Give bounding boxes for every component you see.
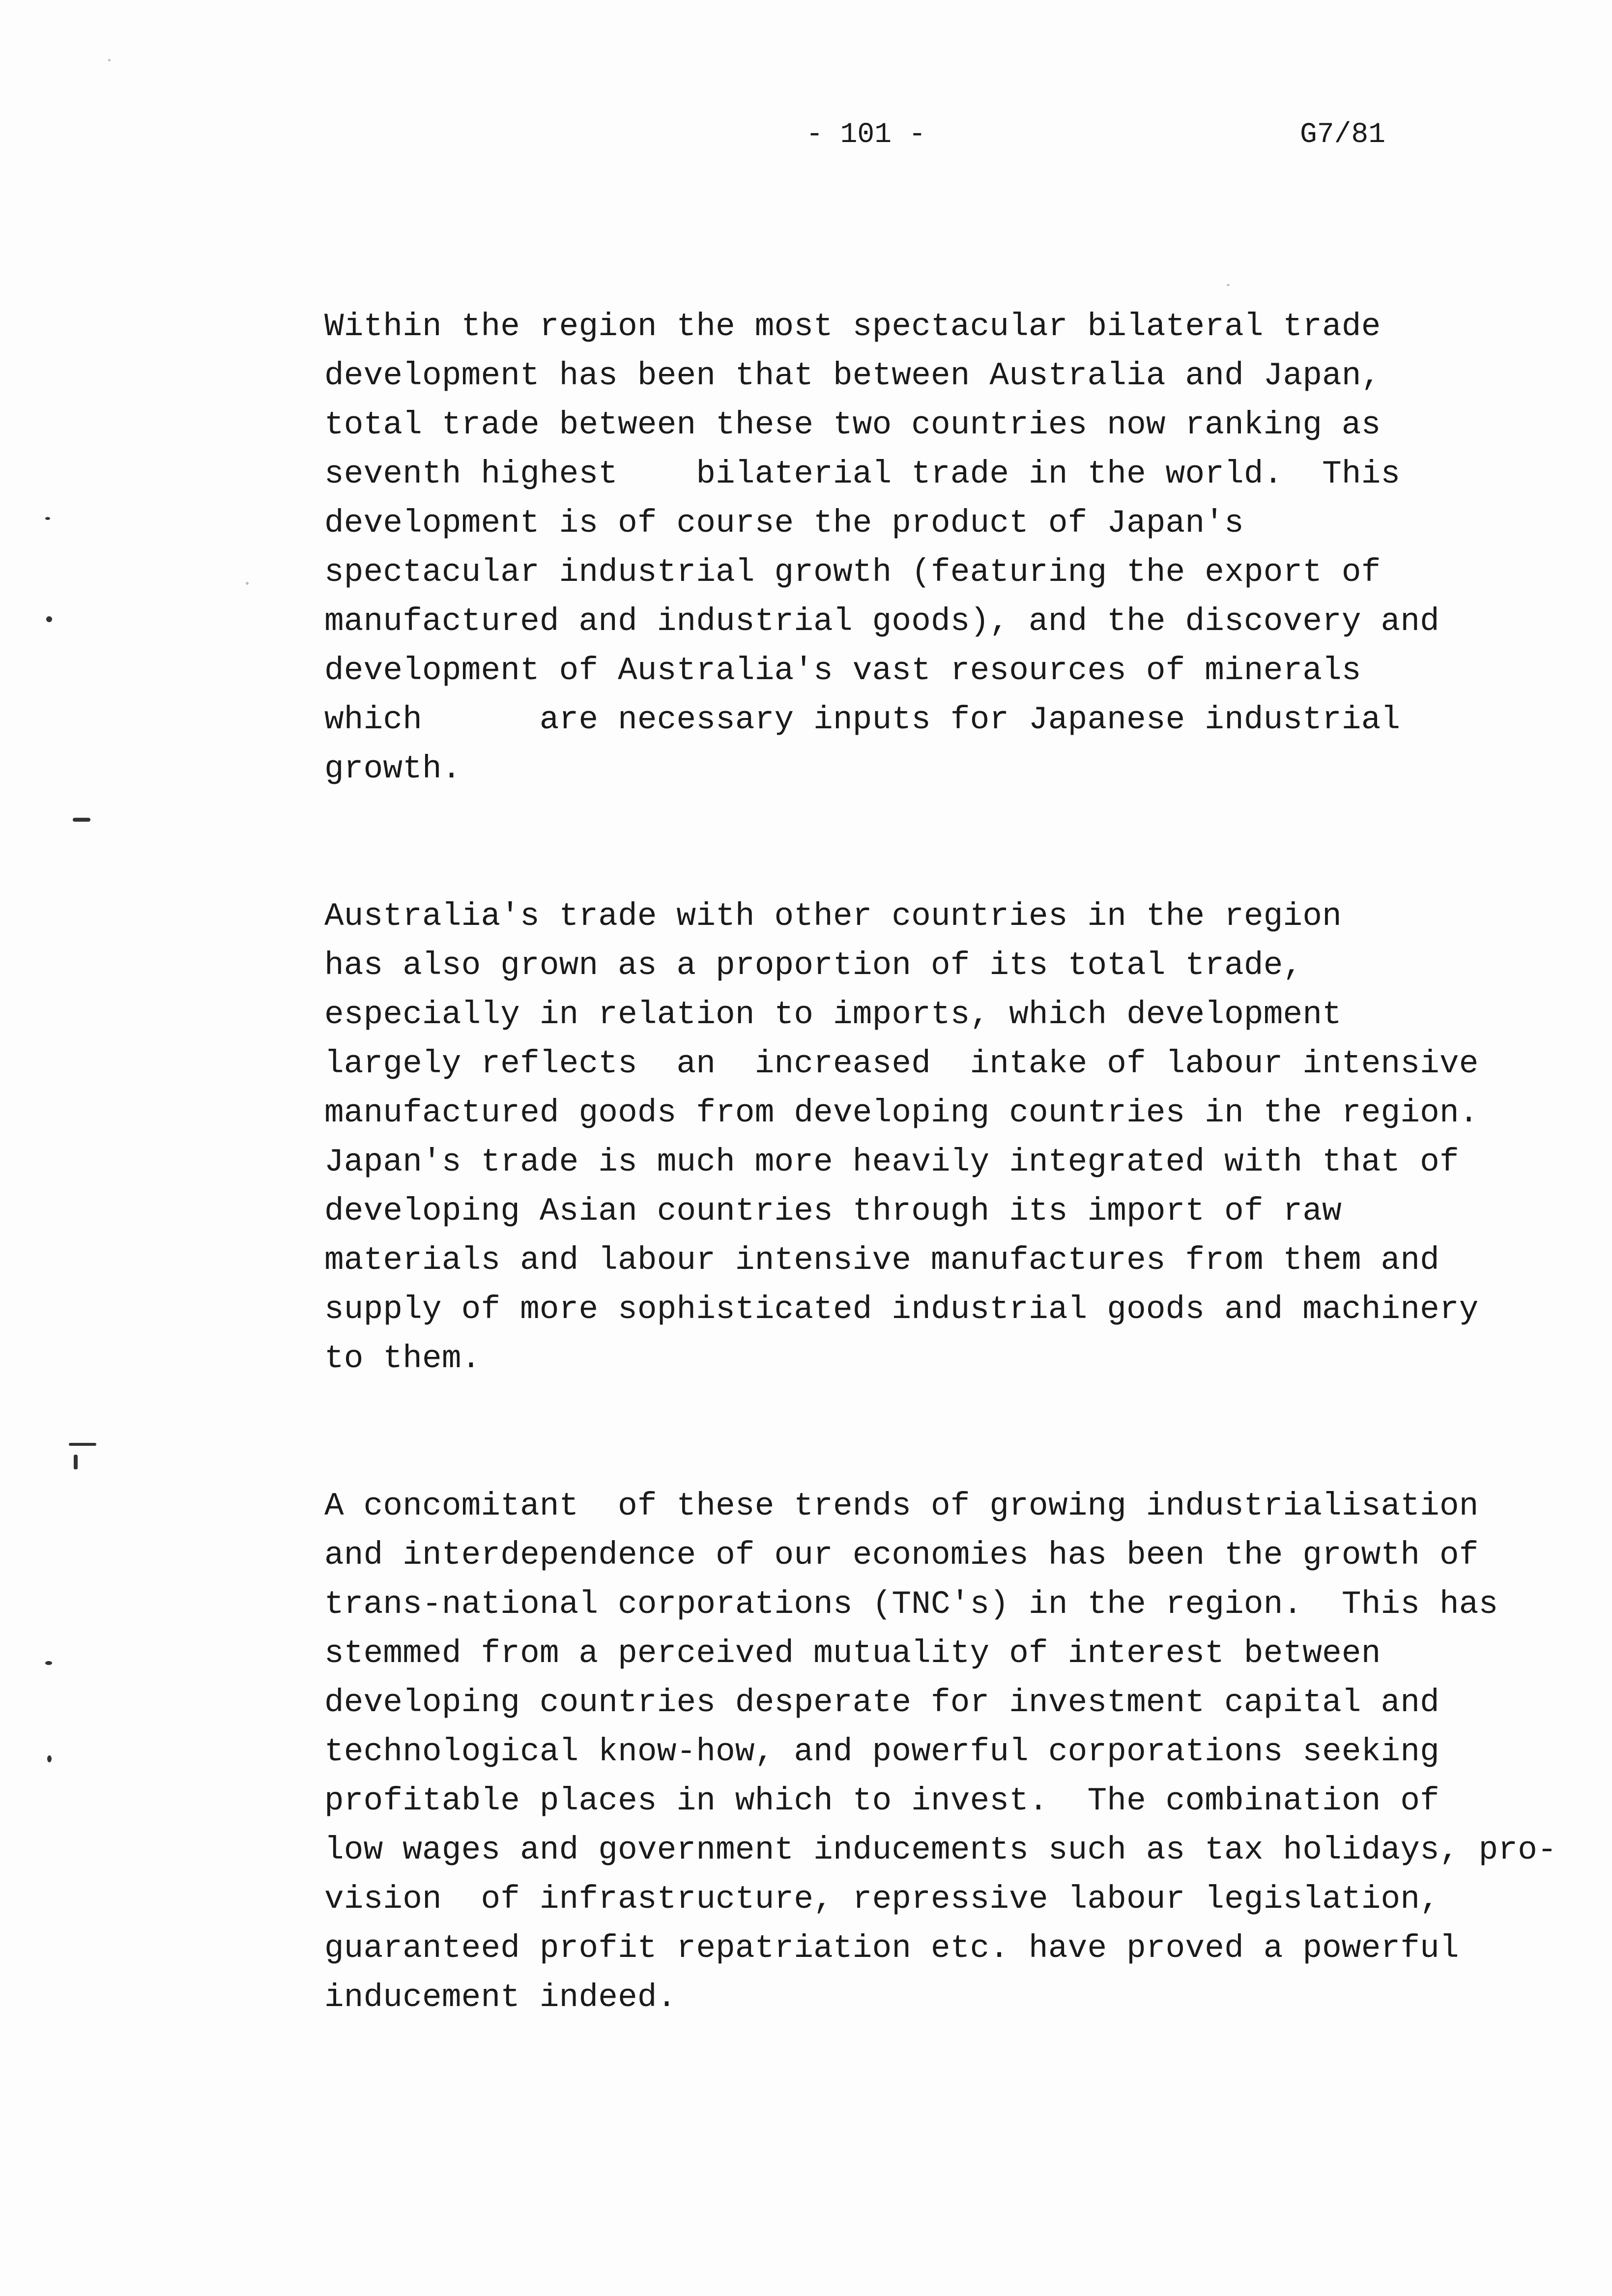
text-line: development is of course the product of Japan's <box>324 505 1244 542</box>
text-line: especially in relation to imports, which development <box>324 996 1342 1033</box>
margin-mark <box>46 616 52 622</box>
text-line: developing Asian countries through its import of raw <box>324 1193 1342 1230</box>
text-line: total trade between these two countries now ranking as <box>324 406 1381 443</box>
document-code: G7/81 <box>1300 119 1386 151</box>
text-line: supply of more sophisticated industrial goods and machinery <box>324 1291 1479 1328</box>
text-line: vision of infrastructure, repressive labour legislation, <box>324 1881 1439 1918</box>
text-line: low wages and government inducements such as tax holidays, pro- <box>324 1832 1557 1868</box>
text-line: and interdependence of our economies has been the growth of <box>324 1537 1479 1574</box>
text-line: A concomitant of these trends of growing industrialisation <box>324 1488 1479 1524</box>
text-line: largely reflects an increased intake of labour intensive <box>324 1045 1479 1082</box>
margin-mark <box>45 517 50 520</box>
scan-speck <box>108 59 111 61</box>
text-line: Within the region the most spectacular bilateral trade <box>324 308 1381 345</box>
text-line: development has been that between Australia and Japan, <box>324 357 1381 394</box>
paragraph-1 <box>324 302 1602 794</box>
text-line: spectacular industrial growth (featuring the export of <box>324 554 1381 591</box>
text-line: manufactured and industrial goods), and the discovery and <box>324 603 1439 640</box>
text-line: trans-national corporations (TNC's) in the region. This has <box>324 1586 1498 1623</box>
text-line: inducement indeed. <box>324 1979 677 2016</box>
scan-speck <box>1227 284 1230 286</box>
text-line: guaranteed profit repatriation etc. have proved a powerful <box>324 1930 1459 1967</box>
margin-mark <box>45 1661 52 1665</box>
body-text <box>324 302 1602 2121</box>
text-line: growth. <box>324 750 461 787</box>
page-number: - 101 - <box>806 119 926 151</box>
margin-mark <box>69 1443 96 1446</box>
text-line: which are necessary inputs for Japanese industrial <box>324 701 1401 738</box>
text-line: stemmed from a perceived mutuality of interest between <box>324 1635 1381 1672</box>
text-line: development of Australia's vast resources of minerals <box>324 652 1361 689</box>
paragraph-3 <box>324 1482 1602 2022</box>
text-line: to them. <box>324 1340 481 1377</box>
text-line: profitable places in which to invest. The combination of <box>324 1782 1439 1819</box>
text-line: materials and labour intensive manufactures from them and <box>324 1242 1439 1279</box>
margin-mark <box>73 818 90 822</box>
text-line: manufactured goods from developing countries in the region. <box>324 1094 1479 1131</box>
scan-speck <box>246 582 249 585</box>
text-line: has also grown as a proportion of its total trade, <box>324 947 1303 984</box>
text-line: developing countries desperate for investment capital and <box>324 1684 1439 1721</box>
margin-mark <box>74 1455 78 1469</box>
paragraph-2 <box>324 892 1602 1383</box>
margin-mark <box>47 1755 52 1762</box>
text-line: seventh highest bilaterial trade in the world. This <box>324 456 1401 492</box>
text-line: technological know-how, and powerful corporations seeking <box>324 1733 1439 1770</box>
text-line: Australia's trade with other countries in the region <box>324 898 1342 935</box>
text-line: Japan's trade is much more heavily integrated with that of <box>324 1144 1459 1180</box>
